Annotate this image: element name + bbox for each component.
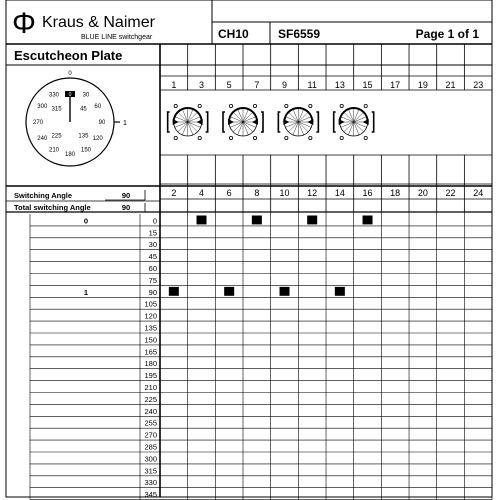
- sheet-border: [6, 0, 492, 500]
- contact-closed-mark: [197, 216, 207, 225]
- dial-position-1: 1: [123, 120, 127, 127]
- angle-label: 105: [144, 299, 157, 309]
- contact-closed-mark: [169, 287, 179, 296]
- terminal-top-label: 5: [226, 80, 232, 90]
- contact-closed-mark: [280, 287, 290, 296]
- switching-angle-label: Switching Angle: [14, 191, 73, 200]
- dial-angle-label: 150: [80, 147, 92, 154]
- terminal-bottom-label: 16: [362, 188, 373, 198]
- plate-title: Escutcheon Plate: [14, 48, 123, 63]
- terminal-top-label: 17: [390, 80, 401, 90]
- terminal-bottom-label: 20: [417, 188, 428, 198]
- terminal-top-label: 1: [171, 80, 177, 90]
- drawing-number: SF6559: [278, 27, 321, 41]
- dial-angle-label: 330: [48, 92, 60, 99]
- angle-label: 15: [148, 228, 157, 238]
- terminal-top-label: 23: [473, 80, 484, 90]
- terminal-bottom-label: 6: [226, 188, 232, 198]
- angle-label: 195: [144, 371, 157, 381]
- logo-symbol: Φ: [12, 7, 36, 40]
- header: [6, 0, 492, 44]
- angle-label: 165: [144, 347, 157, 357]
- switching-angle-value: 90: [121, 191, 131, 200]
- dial-angle-label: 0: [68, 71, 72, 77]
- dial-angle-label: 60: [94, 104, 102, 110]
- angle-label: 180: [144, 359, 157, 369]
- escutcheon-dial: [26, 71, 127, 166]
- angle-label: 135: [144, 323, 157, 333]
- angle-label: 210: [144, 383, 157, 392]
- terminal-top-label: 11: [307, 80, 317, 90]
- brand-tagline: BLUE LINE switchgear: [81, 34, 153, 41]
- angle-label: 315: [144, 466, 157, 476]
- contact-deck-symbol: [223, 104, 263, 139]
- angle-label: 120: [144, 311, 157, 321]
- terminal-bottom-label: 4: [198, 188, 205, 198]
- escutcheon-panel: [6, 44, 160, 500]
- terminal-top-label: 15: [362, 80, 373, 90]
- dial-angle-label: 120: [92, 136, 103, 142]
- angle-label: 45: [148, 252, 157, 262]
- angle-label: 60: [148, 264, 157, 273]
- terminal-top-label: 9: [282, 80, 288, 90]
- terminal-top-label: 21: [445, 80, 456, 90]
- terminal-bottom-label: 2: [171, 188, 177, 198]
- dial-angle-label: 240: [37, 136, 48, 142]
- brand-name: Kraus & Naimer: [42, 14, 155, 31]
- angle-label: 30: [148, 240, 157, 250]
- dial-angle-label: 45: [80, 106, 87, 113]
- terminal-bottom-label: 10: [279, 188, 290, 198]
- page-number: Page 1 of 1: [415, 27, 479, 41]
- contact-closed-mark: [335, 287, 345, 296]
- angle-label: 225: [144, 394, 157, 404]
- contact-closed-mark: [307, 216, 317, 225]
- contact-closed-mark: [252, 216, 262, 225]
- angle-label: 345: [144, 490, 157, 500]
- angle-label: 75: [148, 275, 157, 285]
- switching-table: [6, 212, 492, 500]
- dial-angle-label: 225: [51, 133, 62, 140]
- contact-closed-mark: [224, 287, 234, 296]
- angle-label: 300: [144, 454, 157, 464]
- dial-position-0: 0: [68, 92, 72, 98]
- dial-angle-label: 315: [51, 106, 62, 113]
- dial-angle-label: 180: [64, 152, 76, 158]
- terminal-bottom-label: 12: [307, 188, 318, 198]
- terminal-bottom-label: 14: [334, 188, 345, 198]
- terminal-top-label: 13: [334, 80, 345, 90]
- total-angle-value: 90: [121, 203, 131, 212]
- terminal-top-label: 19: [417, 80, 428, 90]
- dial-angle-label: 135: [78, 133, 89, 140]
- terminal-bottom-label: 22: [445, 188, 456, 198]
- dial-angle-label: 210: [48, 147, 60, 154]
- position-label: 0: [83, 216, 89, 226]
- terminal-top-label: 3: [198, 80, 205, 90]
- angle-label: 90: [148, 287, 157, 297]
- total-angle-label: Total switching Angle: [14, 203, 91, 212]
- angle-label: 0: [152, 216, 157, 226]
- contact-closed-mark: [363, 216, 373, 225]
- dial-angle-label: 90: [98, 120, 106, 126]
- contact-deck-symbol: [334, 104, 374, 139]
- contact-deck-symbol: [168, 104, 208, 139]
- angle-label: 270: [144, 430, 157, 440]
- dial-angle-label: 30: [82, 92, 90, 99]
- terminal-bottom-label: 18: [390, 188, 401, 198]
- contact-symbols: [168, 104, 374, 139]
- angle-label: 240: [144, 406, 157, 416]
- dial-angle-label: 270: [32, 120, 44, 126]
- terminal-bottom-label: 24: [473, 188, 484, 198]
- terminal-top-label: 7: [254, 80, 260, 90]
- angle-label: 150: [144, 335, 157, 345]
- position-label: 1: [83, 287, 89, 297]
- logo: [12, 7, 156, 41]
- angle-label: 330: [144, 478, 157, 488]
- dial-angle-label: 300: [37, 104, 48, 110]
- terminal-bottom-label: 8: [254, 188, 260, 198]
- angle-label: 255: [144, 418, 157, 428]
- type-code: CH10: [218, 27, 249, 41]
- contact-deck-symbol: [278, 104, 318, 139]
- angle-label: 285: [144, 442, 157, 452]
